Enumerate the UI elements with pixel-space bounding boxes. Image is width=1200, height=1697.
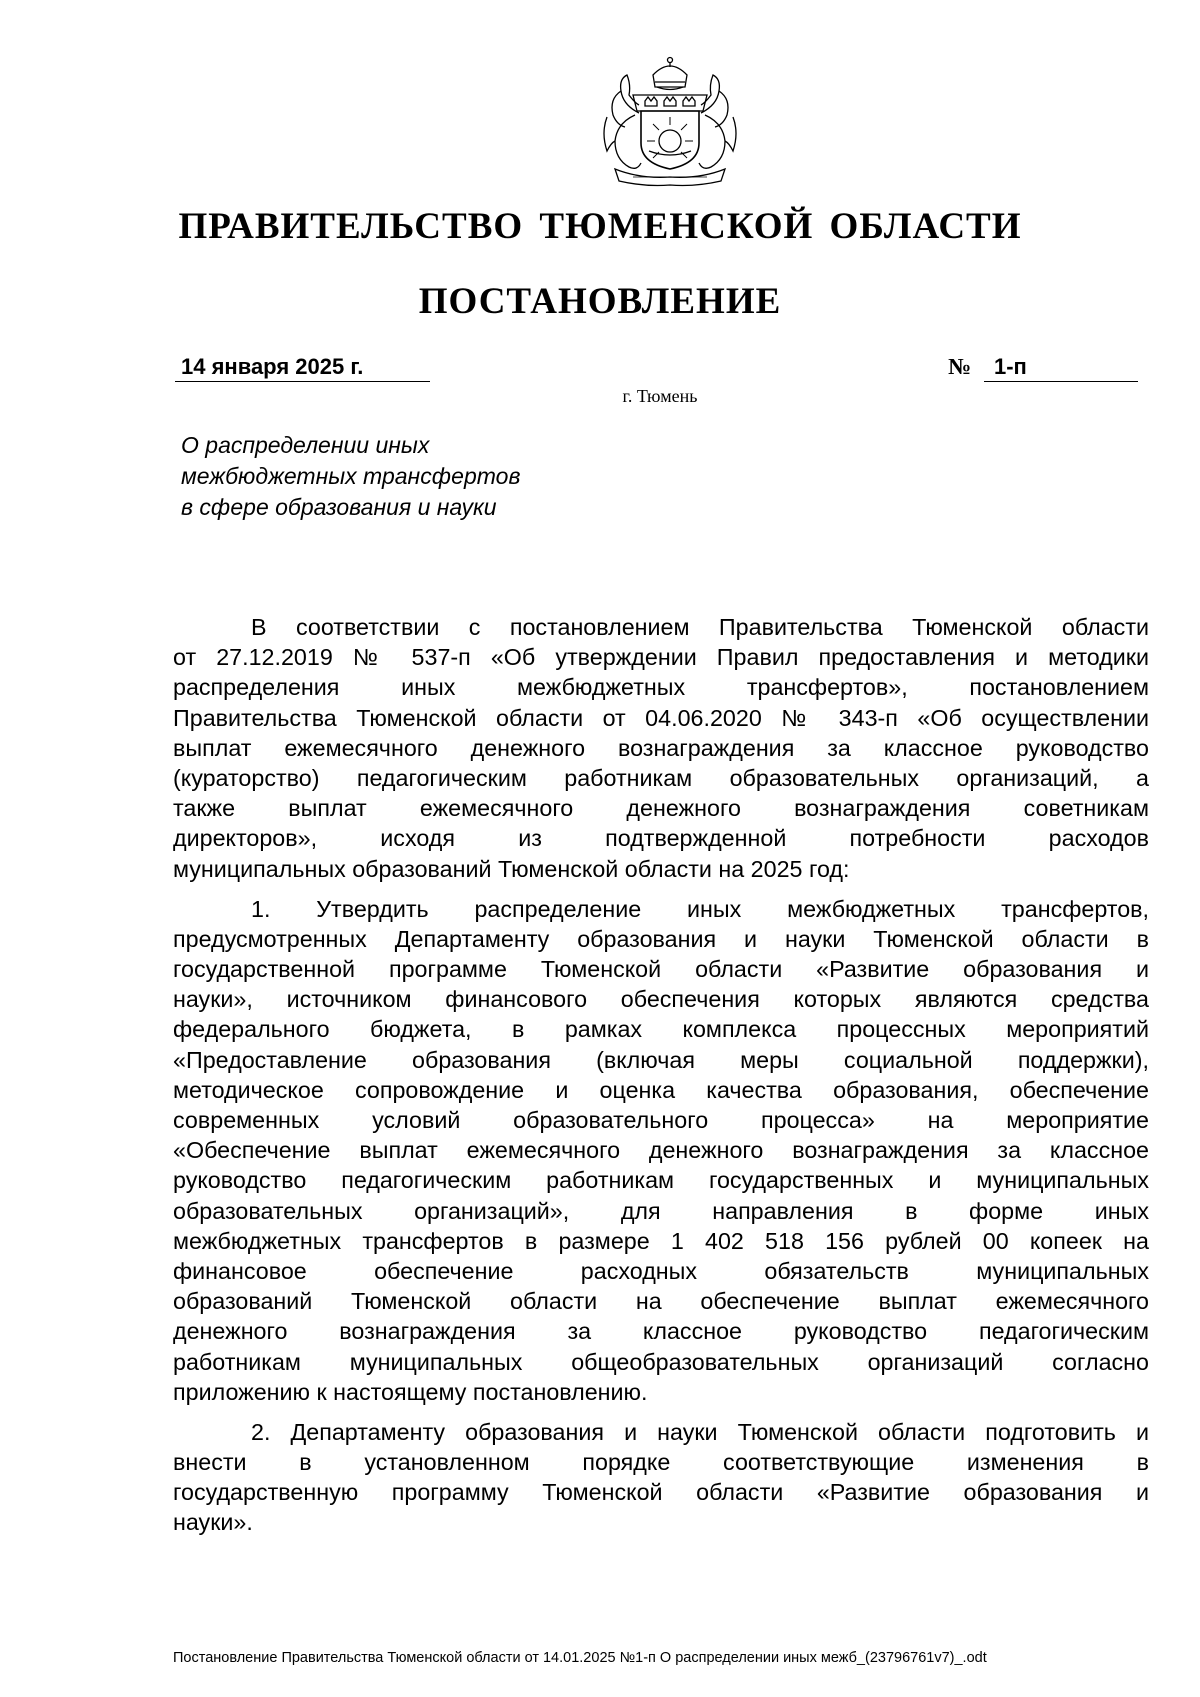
body-line: В соответствии с постановлением Правительства Тюменской области bbox=[251, 614, 1149, 640]
body-line: (кураторство) педагогическим работникам образовательных организаций, а bbox=[173, 764, 1149, 791]
body-line: науки». bbox=[173, 1509, 253, 1536]
document-subject bbox=[181, 430, 681, 523]
preamble-paragraph bbox=[173, 612, 1149, 884]
body-line: «Обеспечение выплат ежемесячного денежного вознаграждения за классное bbox=[173, 1137, 1149, 1164]
body-line: государственную программу Тюменской области «Развитие образования и bbox=[173, 1479, 1149, 1506]
city-label: г. Тюмень bbox=[622, 386, 698, 406]
document-body bbox=[173, 612, 1149, 1548]
body-line: методическое сопровождение и оценка качества образования, обеспечение bbox=[173, 1076, 1149, 1103]
document-type-heading: ПОСТАНОВЛЕНИЕ bbox=[418, 281, 782, 322]
body-line: федерального бюджета, в рамках комплекса процессных мероприятий bbox=[173, 1016, 1149, 1043]
body-line: выплат ежемесячного денежного вознаграждения за классное руководство bbox=[173, 734, 1149, 761]
body-line: межбюджетных трансфертов в размере 1 402 518 156 рублей 00 копеек на bbox=[173, 1227, 1149, 1254]
body-line: работникам муниципальных общеобразовательных организаций согласно bbox=[173, 1348, 1149, 1375]
subject-line: межбюджетных трансфертов bbox=[181, 463, 521, 489]
body-line: предусмотренных Департаменту образования и науки Тюменской области в bbox=[173, 925, 1149, 952]
coat-of-arms-icon bbox=[595, 55, 745, 187]
body-line: приложению к настоящему постановлению. bbox=[173, 1378, 648, 1405]
document-number-field bbox=[948, 352, 1138, 382]
body-line: Правительства Тюменской области от 04.06.2020 № 343-п «Об осуществлении bbox=[173, 704, 1149, 731]
body-line: образований Тюменской области на обеспечение выплат ежемесячного bbox=[173, 1288, 1149, 1315]
body-line: муниципальных образований Тюменской области на 2025 год: bbox=[173, 855, 850, 882]
body-line: финансовое обеспечение расходных обязательств муниципальных bbox=[173, 1257, 1149, 1284]
government-title: ПРАВИТЕЛЬСТВО ТЮМЕНСКОЙ ОБЛАСТИ bbox=[178, 206, 1022, 247]
body-line: директоров», исходя из подтвержденной потребности расходов bbox=[173, 825, 1149, 852]
subject-line: О распределении иных bbox=[181, 432, 430, 458]
number-sign: № bbox=[948, 354, 972, 379]
body-line: «Предоставление образования (включая меры социальной поддержки), bbox=[173, 1046, 1149, 1073]
body-line: государственной программе Тюменской области «Развитие образования и bbox=[173, 956, 1149, 983]
body-line: от 27.12.2019 № 537-п «Об утверждении Правил предоставления и методики bbox=[173, 644, 1149, 671]
body-line: внести в установленном порядке соответствующие изменения в bbox=[173, 1449, 1149, 1476]
body-line: также выплат ежемесячного денежного вознаграждения советникам bbox=[173, 795, 1149, 822]
body-line: науки», источником финансового обеспечения которых являются средства bbox=[173, 986, 1149, 1013]
body-line: современных условий образовательного процесса» на мероприятие bbox=[173, 1107, 1149, 1133]
clause-1-paragraph bbox=[173, 894, 1149, 1407]
body-line: 1. Утвердить распределение иных межбюджетных трансфертов, bbox=[251, 895, 1149, 922]
body-line: денежного вознаграждения за классное руководство педагогическим bbox=[173, 1318, 1149, 1345]
body-line: распределения иных межбюджетных трансфертов», постановлением bbox=[173, 674, 1149, 701]
document-date: 14 января 2025 г. bbox=[175, 352, 430, 382]
body-line: образовательных организаций», для направления в форме иных bbox=[173, 1197, 1149, 1224]
body-line: 2. Департаменту образования и науки Тюменской области подготовить и bbox=[251, 1418, 1149, 1445]
body-line: руководство педагогическим работникам государственных и муниципальных bbox=[173, 1167, 1149, 1194]
file-name-footer: Постановление Правительства Тюменской области от 14.01.2025 №1-п О распределении иных межб_(23796761v7)_.odt bbox=[173, 1650, 987, 1666]
clause-2-paragraph bbox=[173, 1417, 1149, 1538]
subject-line: в сфере образования и науки bbox=[181, 494, 497, 520]
document-number: 1-п bbox=[984, 352, 1138, 382]
